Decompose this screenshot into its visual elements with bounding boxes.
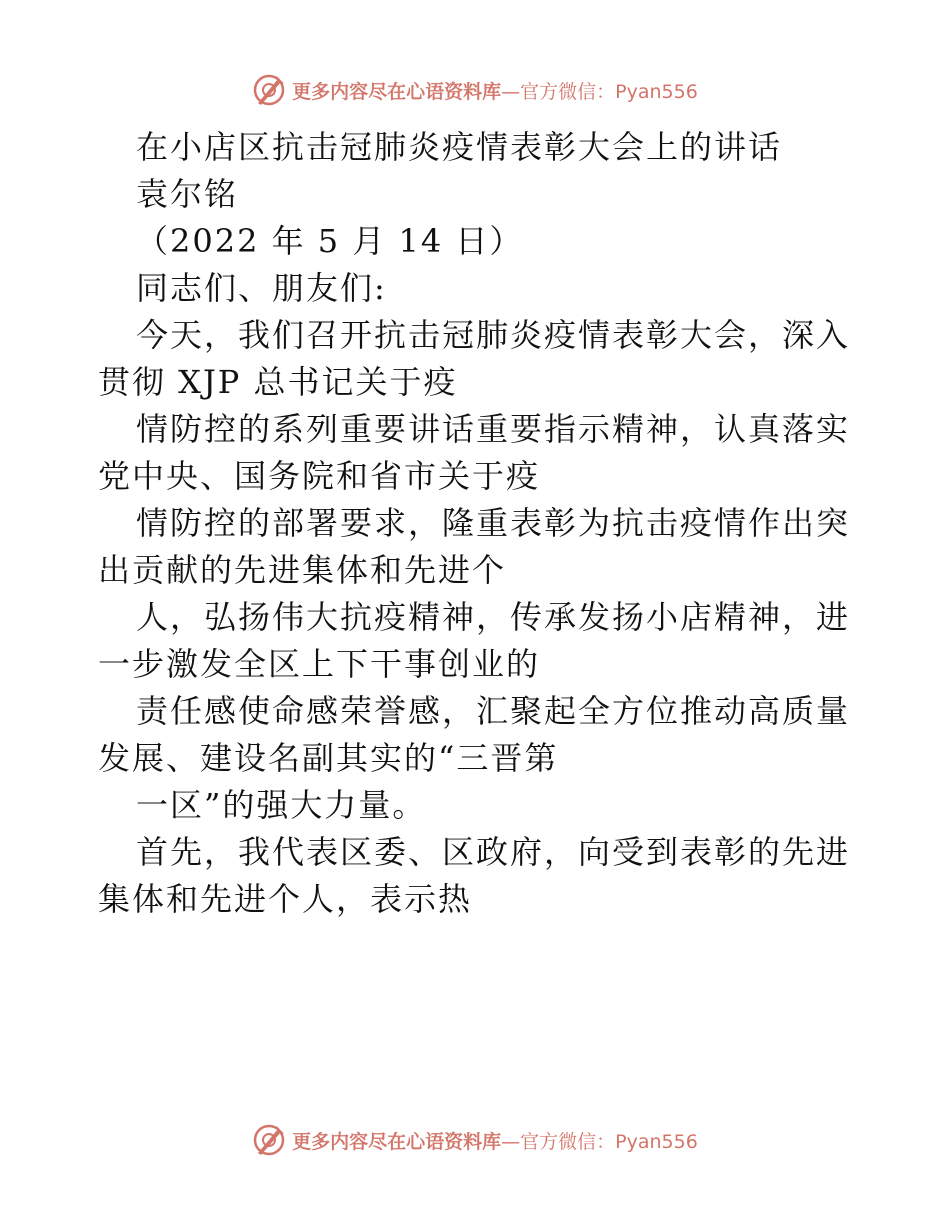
paragraph-line: 党中央、国务院和省市关于疫 xyxy=(98,457,541,495)
quill-logo-icon xyxy=(252,1123,286,1157)
quill-logo-icon xyxy=(252,73,286,107)
watermark-footer xyxy=(0,1120,950,1160)
paragraph-line: 出贡献的先进集体和先进个 xyxy=(98,551,507,589)
watermark-header xyxy=(0,70,950,110)
paragraph-line: 情防控的系列重要讲话重要指示精神，认真落实 xyxy=(136,410,851,448)
paragraph-line: 情防控的部署要求，隆重表彰为抗击疫情作出突 xyxy=(136,504,851,542)
watermark-text: 更多内容尽在心语资料库—官方微信：Pyan556 xyxy=(292,1130,698,1153)
paragraph-line: 责任感使命感荣誉感，汇聚起全方位推动高质量 xyxy=(136,692,851,730)
paragraph-line: 今天，我们召开抗击冠肺炎疫情表彰大会，深入 xyxy=(136,316,851,354)
paragraph-line: 集体和先进个人，表示热 xyxy=(98,880,473,918)
paragraph-line: 发展、建设名副其实的“三晋第 xyxy=(98,739,559,777)
paragraph-line: 人，弘扬伟大抗疫精神，传承发扬小店精神，进 xyxy=(136,598,851,636)
paragraph-line: 贯彻 XJP 总书记关于疫 xyxy=(98,363,458,401)
paragraph-line: 一步激发全区上下干事创业的 xyxy=(98,645,541,683)
document-date: （2022 年 5 月 14 日） xyxy=(136,222,524,260)
document-title: 在小店区抗击冠肺炎疫情表彰大会上的讲话 xyxy=(136,128,783,166)
document-body xyxy=(98,124,858,923)
paragraph-line: 同志们、朋友们: xyxy=(136,269,387,307)
document-author: 袁尔铭 xyxy=(136,175,239,213)
paragraph-line: 首先，我代表区委、区政府，向受到表彰的先进 xyxy=(136,833,851,871)
watermark-text: 更多内容尽在心语资料库—官方微信：Pyan556 xyxy=(292,80,698,103)
paragraph-line: 一区”的强大力量。 xyxy=(136,786,427,824)
